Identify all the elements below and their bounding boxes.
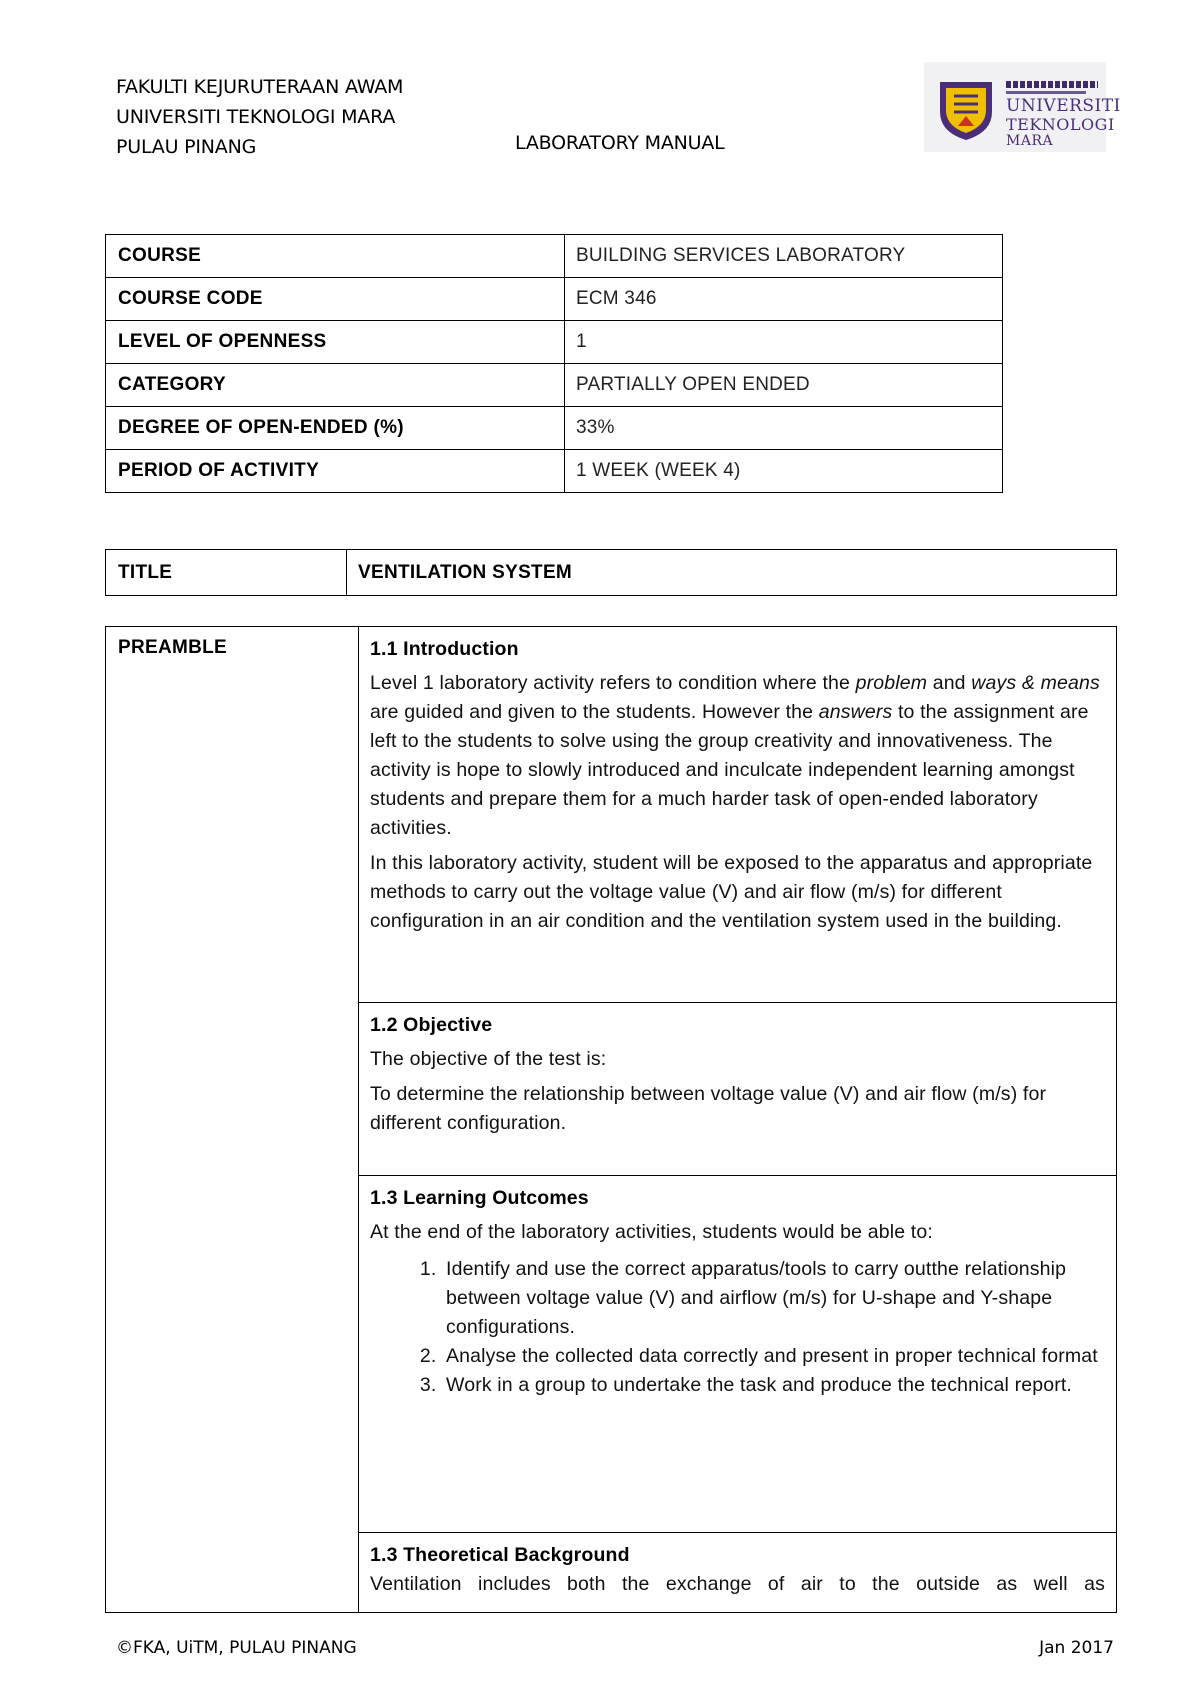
table-row — [106, 627, 1117, 1003]
theoretical-background-text: Ventilation includes both the exchange of air to the outside as well as — [370, 1573, 1105, 1595]
table-row — [106, 550, 1117, 596]
degree-value: 33% — [565, 407, 1003, 450]
preamble-label: PREAMBLE — [106, 627, 359, 1613]
table-row — [106, 235, 1003, 278]
title-value: VENTILATION SYSTEM — [347, 550, 1117, 596]
category-value: PARTIALLY OPEN ENDED — [565, 364, 1003, 407]
introduction-paragraph: Level 1 laboratory activity refers to condition where the problem and ways & means are guided and given to the students. However the answers to the assignment are left to the students to solve using the group creativity and innovativeness. The activity is hope to slowly introduced and inculcate independent learning amongst students and prepare them for a much harder task of open-ended laboratory activities. — [370, 672, 1100, 839]
list-item: 1. Identify and use the correct apparatus/tools to carry outthe relationship between voltage value (V) and airflow (m/s) for U-shape and Y-shape configurations. — [442, 1255, 1105, 1342]
learning-outcomes-section — [359, 1176, 1117, 1533]
theoretical-background-section — [359, 1533, 1117, 1613]
course-info-table — [105, 234, 1003, 493]
title-label: TITLE — [106, 550, 347, 596]
faculty-name: FAKULTI KEJURUTERAAN AWAM — [116, 76, 404, 98]
period-label: PERIOD OF ACTIVITY — [106, 450, 565, 493]
course-code-label: COURSE CODE — [106, 278, 565, 321]
manual-title: LABORATORY MANUAL — [515, 132, 725, 154]
campus-name: PULAU PINANG — [116, 136, 257, 158]
logo-word-mara: MARA — [1006, 133, 1054, 149]
preamble-table — [105, 626, 1117, 1613]
learning-outcomes-intro: At the end of the laboratory activities, students would be able to: — [370, 1221, 933, 1243]
category-label: CATEGORY — [106, 364, 565, 407]
theoretical-background-heading: 1.3 Theoretical Background — [370, 1544, 630, 1566]
footer-date: Jan 2017 — [1039, 1638, 1114, 1658]
table-row — [106, 364, 1003, 407]
objective-heading: 1.2 Objective — [370, 1014, 493, 1036]
course-code-value: ECM 346 — [565, 278, 1003, 321]
table-row — [106, 450, 1003, 493]
title-table — [105, 549, 1117, 596]
introduction-heading: 1.1 Introduction — [370, 638, 519, 660]
learning-outcomes-heading: 1.3 Learning Outcomes — [370, 1187, 589, 1209]
objective-intro: The objective of the test is: — [370, 1048, 607, 1070]
objective-section — [359, 1003, 1117, 1176]
logo-word-universiti: UNIVERSITI — [1006, 96, 1121, 116]
logo-word-teknologi: TEKNOLOGI — [1006, 115, 1115, 134]
table-row — [106, 321, 1003, 364]
introduction-section — [359, 627, 1117, 1003]
footer-copyright: ©FKA, UiTM, PULAU PINANG — [116, 1638, 357, 1658]
university-name: UNIVERSITI TEKNOLOGI MARA — [116, 106, 396, 128]
list-item: 2. Analyse the collected data correctly and present in proper technical format — [442, 1342, 1105, 1371]
faculty-header — [116, 72, 403, 162]
openness-label: LEVEL OF OPENNESS — [106, 321, 565, 364]
objective-text: To determine the relationship between voltage value (V) and air flow (m/s) for different configuration. — [370, 1083, 1047, 1134]
table-row — [106, 407, 1003, 450]
introduction-paragraph-2: In this laboratory activity, student will be exposed to the apparatus and appropriate methods to carry out the voltage value (V) and air flow (m/s) for different configuration in an air condition and the ventilation system used in the building. — [370, 852, 1093, 932]
list-item: 3. Work in a group to undertake the task and produce the technical report. — [442, 1371, 1105, 1400]
degree-label: DEGREE OF OPEN-ENDED (%) — [106, 407, 565, 450]
openness-value: 1 — [565, 321, 1003, 364]
course-label: COURSE — [106, 235, 565, 278]
period-value: 1 WEEK (WEEK 4) — [565, 450, 1003, 493]
table-row — [106, 278, 1003, 321]
crest-icon — [936, 76, 996, 142]
learning-outcomes-list — [370, 1255, 1105, 1400]
course-value: BUILDING SERVICES LABORATORY — [565, 235, 1003, 278]
uitm-logo — [924, 62, 1121, 152]
